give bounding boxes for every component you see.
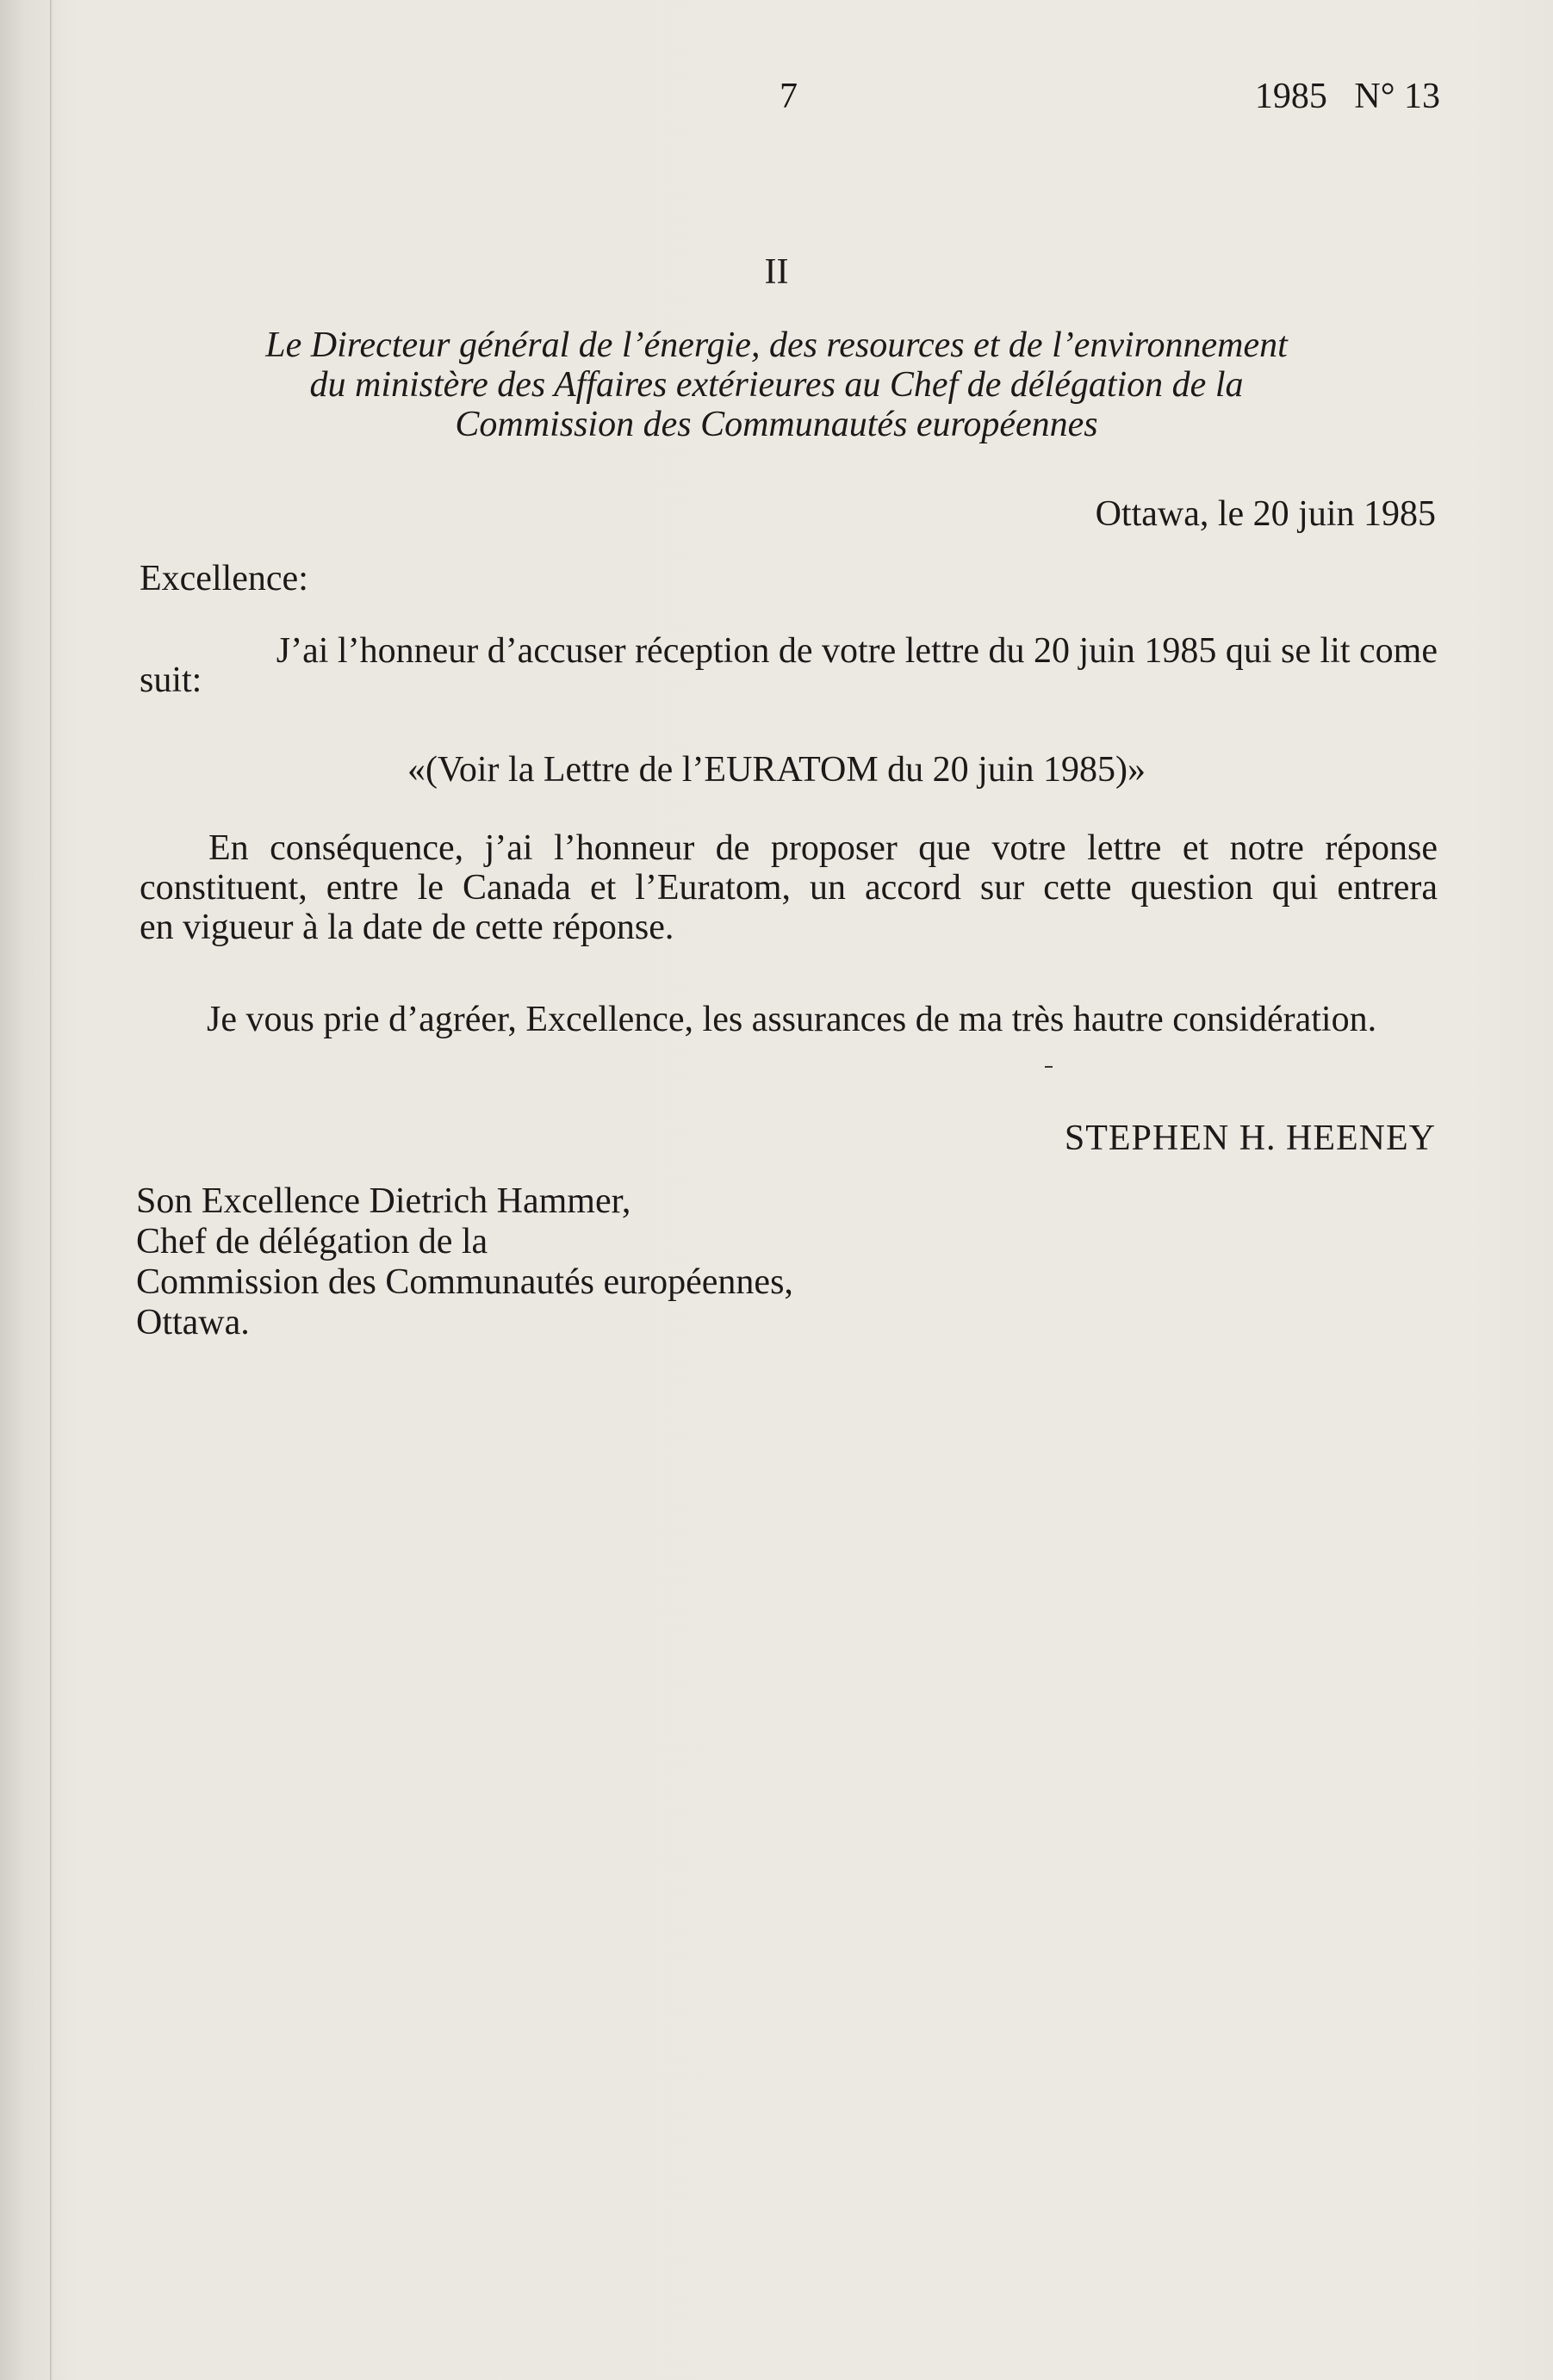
year-and-number: 1985 N° 13 [1254, 77, 1440, 116]
section-numeral: II [764, 252, 789, 292]
paragraph-line: en vigueur à la date de cette réponse. [140, 908, 674, 947]
proposal-paragraph [140, 828, 1438, 947]
address-line: Commission des Communautés européennes, [136, 1262, 793, 1302]
address-line: Chef de délégation de la [136, 1222, 488, 1261]
paragraph-line: J’ai l’honneur d’accuser réception de votre lettre du 20 juin 1985 qui se lit come [276, 631, 1438, 671]
page-number: 7 [780, 77, 798, 116]
paragraph-line: En conséquence, j’ai l’honneur de proposer que votre lettre et notre réponse [208, 828, 1438, 868]
address-line: Ottawa. [136, 1303, 250, 1342]
divider [1045, 1066, 1053, 1068]
heading-line: Le Directeur général de l’énergie, des resources et de l’environnement [265, 325, 1288, 365]
address-line: Son Excellence Dietrich Hammer, [136, 1181, 631, 1221]
heading-line: Commission des Communautés européennes [455, 405, 1098, 444]
quoted-reference: «(Voir la Lettre de l’EURATOM du 20 juin 1985)» [407, 750, 1146, 790]
acknowledgement-paragraph [140, 630, 1438, 701]
salutation: Excellence: [140, 559, 308, 598]
dateline: Ottawa, le 20 juin 1985 [1095, 494, 1436, 534]
recipient-address [136, 1181, 793, 1343]
paragraph-line: constituent, entre le Canada et l’Euratom, un accord sur cette question qui entrera [140, 868, 1438, 908]
paragraph-line: suit: [140, 660, 202, 700]
letter-heading [0, 325, 1553, 444]
show-through-text [319, 1838, 1352, 2234]
signature: STEPHEN H. HEENEY [1064, 1119, 1436, 1158]
closing-paragraph: Je vous prie d’agréer, Excellence, les assurances de ma très hautre considération. [207, 1000, 1377, 1039]
heading-line: du ministère des Affaires extérieures au Chef de délégation de la [309, 365, 1244, 405]
